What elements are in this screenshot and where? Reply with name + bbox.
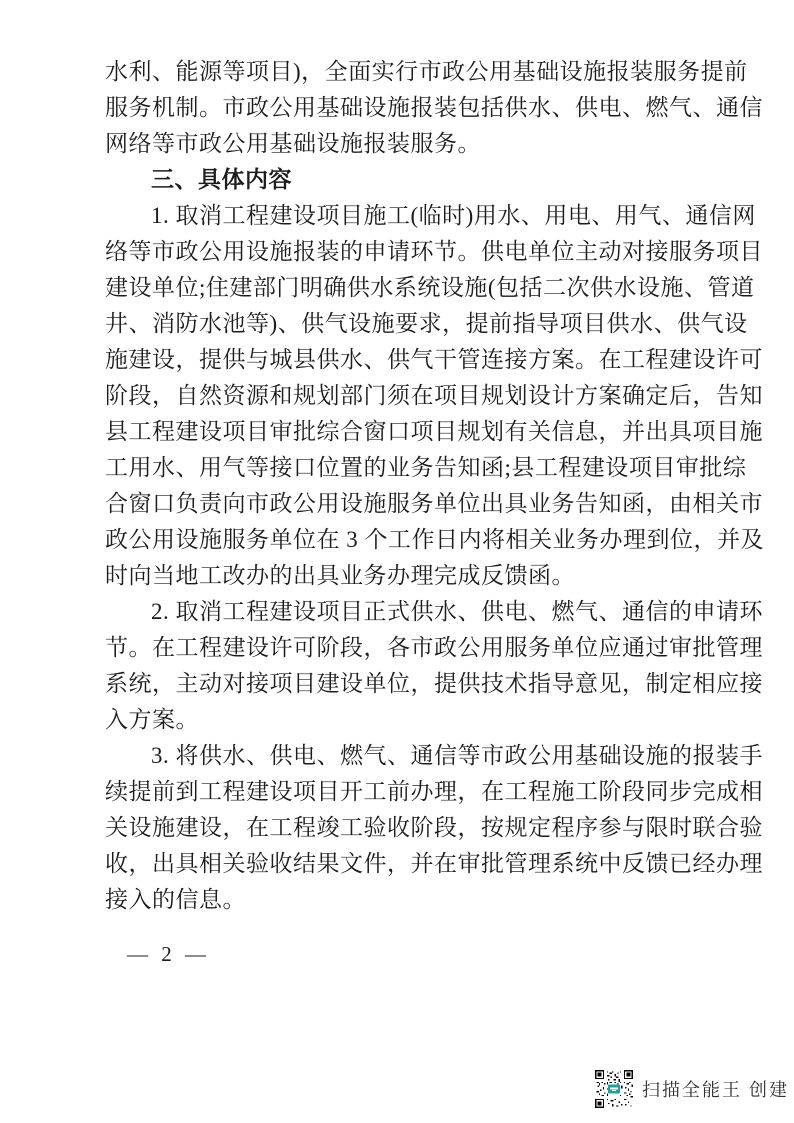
- document-line: 3. 将供水、供电、燃气、通信等市政公用基础设施的报装手: [151, 743, 763, 768]
- document-line: 井、消防水池等)、供气设施要求，提前指导项目供水、供气设: [105, 311, 748, 336]
- document-line: 服务机制。市政公用基础设施报装包括供水、供电、燃气、通信: [105, 95, 763, 120]
- document-line: 节。在工程建设许可阶段，各市政公用服务单位应通过审批管理: [105, 635, 763, 660]
- document-line: 工用水、用气等接口位置的业务告知函;县工程建设项目审批综: [105, 455, 747, 480]
- camscanner-watermark: [595, 1070, 789, 1108]
- document-line: 收，出具相关验收结果文件，并在审批管理系统中反馈已经办理: [105, 851, 763, 876]
- page-number: — 2 —: [127, 942, 210, 966]
- document-line: 接入的信息。: [105, 887, 246, 912]
- document-line: 系统，主动对接项目建设单位，提供技术指导意见，制定相应接: [105, 671, 763, 696]
- document-line: 合窗口负责向市政公用设施服务单位出具业务告知函，由相关市: [105, 491, 763, 516]
- document-line: 2. 取消工程建设项目正式供水、供电、燃气、通信的申请环: [151, 599, 763, 624]
- document-line: 施建设，提供与城县供水、供气干管连接方案。在工程建设许可: [105, 347, 763, 372]
- document-line: 三、具体内容: [151, 167, 292, 192]
- document-line: 阶段，自然资源和规划部门须在项目规划设计方案确定后，告知: [105, 383, 763, 408]
- document-body: [105, 54, 764, 918]
- watermark-text: 扫描全能王 创建: [642, 1080, 790, 1100]
- document-line: 时向当地工改办的出具业务办理完成反馈函。: [105, 563, 575, 588]
- document-line: 续提前到工程建设项目开工前办理，在工程施工阶段同步完成相: [105, 779, 763, 804]
- document-line: 1. 取消工程建设项目施工(临时)用水、用电、用气、通信网: [151, 203, 756, 228]
- document-line: 水利、能源等项目)，全面实行市政公用基础设施报装服务提前: [105, 59, 748, 84]
- document-line: 入方案。: [105, 707, 199, 732]
- qr-code-icon: [595, 1070, 633, 1108]
- document-line: 县工程建设项目审批综合窗口项目规划有关信息，并出具项目施: [105, 419, 763, 444]
- document-line: 关设施建设，在工程竣工验收阶段，按规定程序参与限时联合验: [105, 815, 763, 840]
- document-line: 建设单位;住建部门明确供水系统设施(包括二次供水设施、管道: [105, 275, 755, 300]
- document-line: 络等市政公用设施报装的申请环节。供电单位主动对接服务项目: [105, 239, 763, 264]
- document-line: 网络等市政公用基础设施报装服务。: [105, 131, 481, 156]
- document-line: 政公用设施服务单位在 3 个工作日内将相关业务办理到位，并及: [105, 527, 764, 552]
